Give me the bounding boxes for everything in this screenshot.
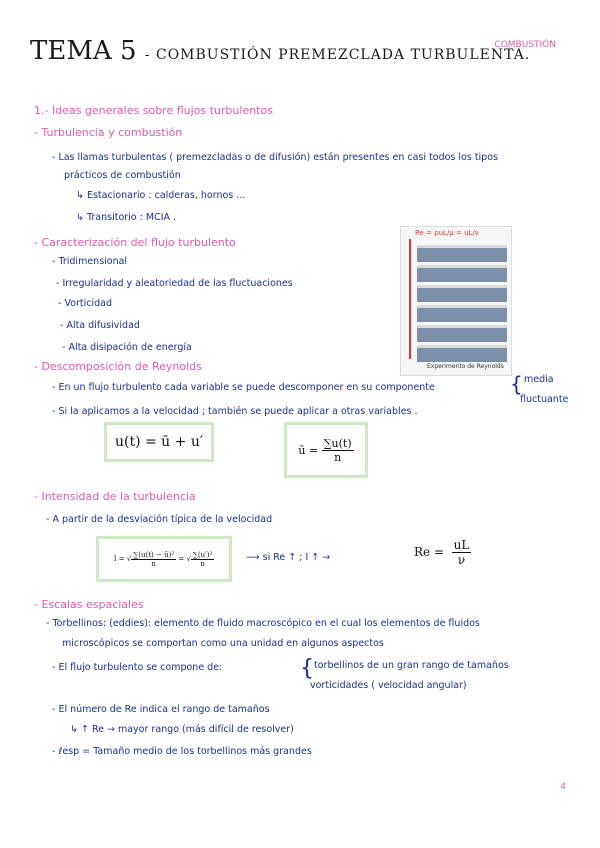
flow-band: [417, 345, 507, 362]
list-item: - Alta difusividad: [60, 320, 140, 331]
title-rest: - COMBUSTIÓN PREMEZCLADA TURBULENTA.: [144, 47, 531, 63]
flow-band: [417, 245, 507, 262]
heading-intensidad: - Intensidad de la turbulencia: [34, 490, 196, 503]
list-item: - Vorticidad: [58, 298, 113, 309]
reynolds-experiment-figure: [400, 226, 512, 376]
heading-descomposicion: - Descomposición de Reynolds: [34, 360, 202, 373]
brace-item: torbellinos de un gran rango de tamaños: [314, 660, 509, 671]
page-title: [30, 36, 530, 66]
brace-item: vorticidades ( velocidad angular): [310, 680, 467, 691]
text-line: ⟶ si Re ↑ ; I ↑ →: [246, 552, 331, 563]
text-line: - Las llamas turbulentas ( premezcladas o de difusión) están presentes en casi todos los tipos: [52, 152, 498, 163]
text-line: - El flujo turbulento se compone de:: [52, 662, 223, 673]
figure-caption: Experimento de Reynolds: [427, 363, 504, 370]
reynolds-equation: Re = $\frac{uL}{\nu}$: [414, 538, 470, 567]
text-line: ↳ Estacionario : calderas, hornos ...: [76, 190, 246, 201]
text-line: - A partir de la desviación típica de la velocidad: [46, 514, 273, 525]
flow-arrow-icon: [409, 239, 411, 359]
flow-band: [417, 285, 507, 302]
section-heading-1: 1.- Ideas generales sobre flujos turbulentos: [34, 104, 273, 117]
text-line: prácticos de combustión: [64, 170, 181, 181]
list-item: - Tridimensional: [52, 256, 128, 267]
text-line: ↳ Transitorio : MCIA .: [76, 212, 177, 223]
header-tag: COMBUSTIÓN: [494, 40, 556, 50]
equation-mean: ū = $\frac{\sum u(t)}{n}$: [284, 422, 368, 478]
text-line: - En un flujo turbulento cada variable se puede descomponer en su componente: [52, 382, 435, 393]
flow-band: [417, 305, 507, 322]
text-line: - El número de Re indica el rango de tamaños: [52, 704, 270, 715]
brace-item: fluctuante: [520, 394, 569, 405]
text-line: microscópicos se comportan como una unidad en algunos aspectos: [62, 638, 384, 649]
brace-icon: {: [300, 656, 314, 681]
flow-band: [417, 325, 507, 342]
heading-caracterizacion: - Caracterización del flujo turbulento: [34, 236, 236, 249]
brace-item: media: [524, 374, 554, 385]
reynolds-formula: Re = ρuL/μ = uL/ν: [415, 229, 479, 237]
text-line: - Si la aplicamos a la velocidad ; también se puede aplicar a otras variables .: [52, 406, 418, 417]
list-item: - Alta disipación de energía: [62, 342, 192, 353]
list-item: - Irregularidad y aleatoriedad de las fluctuaciones: [56, 278, 293, 289]
equation-intensity: I = √ $\frac{\text{∑(u(t) − ū)²}}{n}$ = √ $\frac{\text{∑(u′)²}}{n}$: [96, 536, 232, 582]
equation-decomposition: u(t) = ū + u′: [104, 422, 214, 462]
text-line: ↳ ↑ Re → mayor rango (más difícil de resolver): [70, 724, 294, 735]
text-line: - Torbellinos: (eddies): elemento de fluido macroscópico en el cual los elementos de fluidos: [46, 618, 480, 629]
brace-icon: {: [510, 372, 523, 396]
text-line: - ℓesp = Tamaño medio de los torbellinos más grandes: [52, 746, 312, 757]
flow-band: [417, 265, 507, 282]
heading-turbulencia-combustion: - Turbulencia y combustión: [34, 126, 183, 139]
heading-escalas: - Escalas espaciales: [34, 598, 144, 611]
page-number: 4: [560, 782, 566, 792]
title-main: TEMA 5: [30, 36, 137, 66]
